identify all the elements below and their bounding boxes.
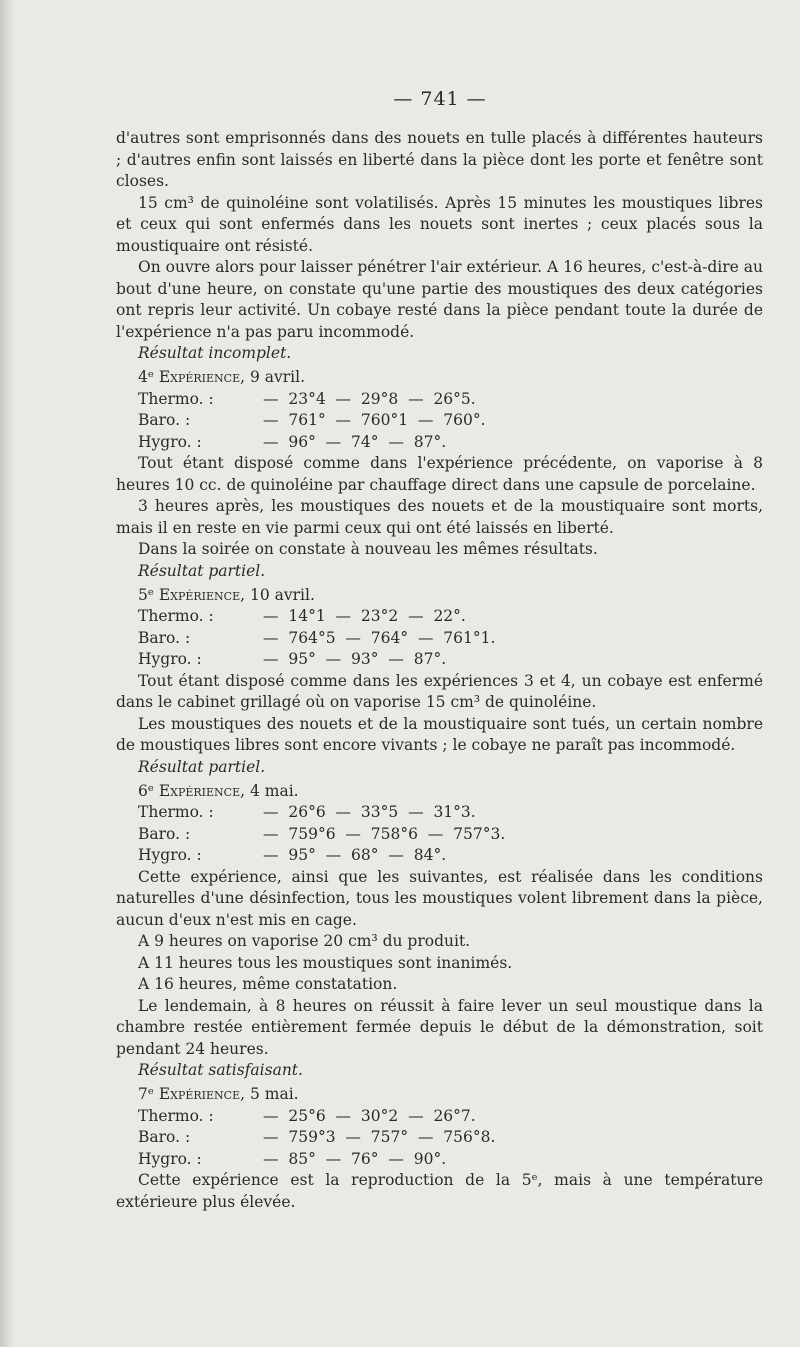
measurement-values: — 759°6 — 758°6 — 757°3.	[263, 824, 506, 843]
paragraph: A 11 heures tous les moustiques sont inanimés.	[138, 953, 513, 972]
measurement-label: Hygro. :	[138, 650, 202, 668]
measurement-values: — 23°4 — 29°8 — 26°5.	[263, 389, 476, 408]
measurement-values: — 764°5 — 764° — 761°1.	[263, 628, 496, 647]
experiment-label: Expérience,	[158, 368, 246, 386]
measurement-values: — 95° — 93° — 87°.	[263, 650, 447, 668]
experiment-label: Expérience,	[158, 585, 246, 604]
measurement-label: Thermo. :	[138, 607, 214, 625]
paragraph: Dans la soirée on constate à nouveau les mêmes résultats.	[138, 540, 598, 558]
measurement-values: — 25°6 — 30°2 — 26°7.	[263, 1106, 476, 1125]
measurement-row	[138, 628, 763, 650]
experiment-date: 4 mai.	[249, 781, 299, 800]
measurement-label: Thermo. :	[138, 389, 214, 408]
measurement-row	[138, 1149, 763, 1171]
page-number: — 741 —	[393, 88, 487, 110]
paragraph: On ouvre alors pour laisser pénétrer l'air extérieur. A 16 heures, c'est-à-dire au bout d'une heure, on constate qu'une partie des moustiques des deux catégories ont repris leur activité. Un cobaye resté dans la pièce pendant toute la durée de l'expérience n'a pas paru incommodé.	[116, 258, 763, 341]
paragraph: Le lendemain, à 8 heures on réussit à faire lever un seul moustique dans la chambre restée entièrement fermée depuis le début de la démonstration, soit pendant 24 heures.	[116, 996, 763, 1058]
experiment-label: Expérience,	[158, 1085, 246, 1103]
measurement-row	[138, 845, 763, 867]
paragraph: Cette expérience est la reproduction de la 5ᵉ, mais à une température extérieure plus élevée.	[116, 1171, 763, 1211]
experiment-number: 5ᵉ	[138, 585, 154, 604]
measurement-row	[138, 606, 763, 628]
measurement-row	[138, 1127, 763, 1149]
result-line: Résultat partiel.	[138, 757, 266, 776]
measurement-values: — 14°1 — 23°2 — 22°.	[263, 607, 466, 625]
paragraph: Tout étant disposé comme dans les expériences 3 et 4, un cobaye est enfermé dans le cabinet grillagé où on vaporise 15 cm³ de quinoléine.	[116, 671, 763, 711]
measurement-values: — 85° — 76° — 90°.	[263, 1149, 447, 1168]
paragraph: Tout étant disposé comme dans l'expérience précédente, on vaporise à 8 heures 10 cc. de quinoléine par chauffage direct dans une capsule de porcelaine.	[116, 454, 763, 494]
measurement-values: — 761° — 760°1 — 760°.	[263, 411, 486, 429]
measurement-row	[138, 410, 763, 432]
paragraph: d'autres sont emprisonnés dans des nouets en tulle placés à différentes hauteurs ; d'autres enfin sont laissés en liberté dans la pièce dont les porte et fenêtre sont closes.	[116, 129, 763, 190]
experiment-number: 7ᵉ	[138, 1085, 154, 1103]
measurement-row	[138, 802, 763, 824]
measurement-row	[138, 824, 763, 846]
measurement-label: Hygro. :	[138, 1149, 202, 1168]
page-spine-shadow	[0, 0, 14, 1347]
experiment-heading	[138, 781, 763, 803]
experiment-date: 9 avril.	[249, 368, 306, 386]
measurement-label: Baro. :	[138, 824, 191, 843]
measurement-values: — 95° — 68° — 84°.	[263, 846, 447, 864]
measurement-label: Hygro. :	[138, 846, 202, 864]
measurement-label: Baro. :	[138, 1128, 191, 1146]
result-line: Résultat incomplet.	[138, 344, 292, 362]
result-line: Résultat satisfaisant.	[138, 1061, 303, 1079]
measurement-label: Thermo. :	[138, 803, 214, 821]
measurement-row	[138, 389, 763, 411]
experiment-label: Expérience,	[158, 781, 246, 800]
experiment-number: 4ᵉ	[138, 368, 154, 386]
measurement-label: Thermo. :	[138, 1106, 214, 1125]
paragraph: 15 cm³ de quinoléine sont volatilisés. Après 15 minutes les moustiques libres et ceux qui sont enfermés dans les nouets sont inertes ; ceux placés sous la moustiquaire ont résisté.	[116, 193, 763, 255]
measurement-row	[138, 1106, 763, 1128]
paragraph: Cette expérience, ainsi que les suivantes, est réalisée dans les conditions naturelles d'une désinfection, tous les moustiques volent librement dans la pièce, aucun d'eux n'est mis en cage.	[116, 867, 763, 929]
paragraph: 3 heures après, les moustiques des nouets et de la moustiquaire sont morts, mais il en reste en vie parmi ceux qui ont été laissés en liberté.	[116, 497, 763, 537]
result-line: Résultat partiel.	[138, 561, 266, 580]
experiment-heading	[138, 585, 763, 607]
measurement-row	[138, 432, 763, 454]
paragraph: Les moustiques des nouets et de la moustiquaire sont tués, un certain nombre de moustiques libres sont encore vivants ; le cobaye ne paraît pas incommodé.	[116, 714, 763, 754]
experiment-heading	[138, 1084, 763, 1106]
experiment-heading	[138, 367, 763, 389]
measurement-label: Baro. :	[138, 411, 191, 429]
measurement-label: Baro. :	[138, 628, 191, 647]
measurement-values: — 96° — 74° — 87°.	[263, 432, 447, 451]
body-text	[116, 128, 763, 1213]
experiment-date: 5 mai.	[249, 1085, 299, 1103]
measurement-values: — 26°6 — 33°5 — 31°3.	[263, 803, 476, 821]
measurement-label: Hygro. :	[138, 432, 202, 451]
experiment-date: 10 avril.	[249, 585, 315, 604]
experiment-number: 6ᵉ	[138, 781, 154, 800]
paragraph: A 16 heures, même constatation.	[138, 975, 398, 993]
paragraph: A 9 heures on vaporise 20 cm³ du produit.	[138, 932, 471, 950]
measurement-row	[138, 649, 763, 671]
measurement-values: — 759°3 — 757° — 756°8.	[263, 1128, 496, 1146]
